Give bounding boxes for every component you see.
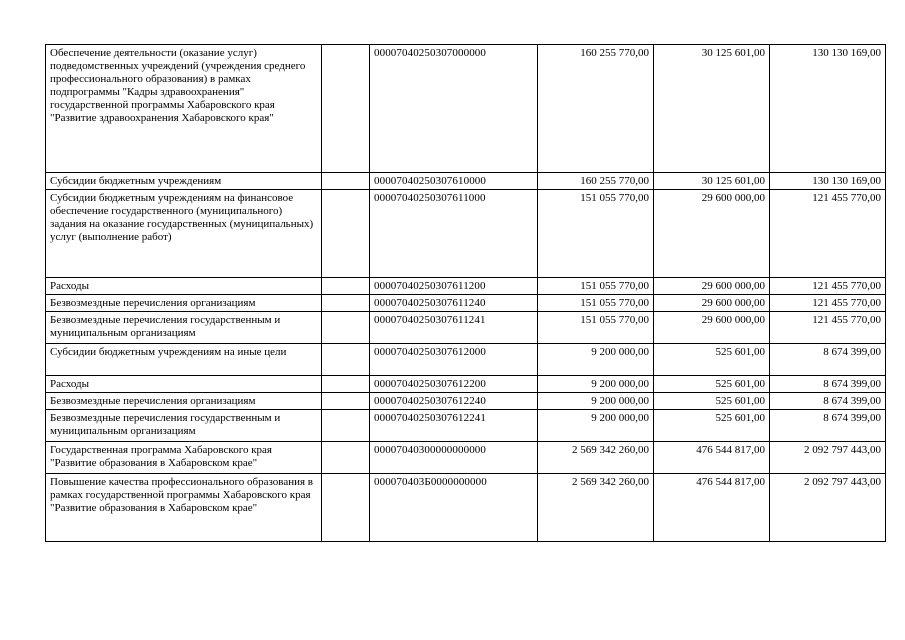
empty-cell	[322, 173, 370, 190]
row-name: Безвозмездные перечисления государственным и муниципальным организациям	[46, 312, 322, 344]
row-name: Обеспечение деятельности (оказание услуг) подведомственных учреждений (учреждения среднего профессионального образования) в рамках подпрограммы "Кадры здравоохранения" государственной программы Хабаровского края "Развитие здравоохранения Хабаровского края"	[46, 45, 322, 173]
row-code: 00007040250307612241	[370, 410, 538, 442]
row-executed: 525 601,00	[654, 376, 770, 393]
row-code: 000070403Б0000000000	[370, 474, 538, 542]
row-name: Повышение качества профессионального образования в рамках государственной программы Хабаровского края "Развитие образования в Хабаровском крае"	[46, 474, 322, 542]
row-approved: 9 200 000,00	[538, 410, 654, 442]
table-row	[46, 344, 886, 376]
row-executed: 29 600 000,00	[654, 190, 770, 278]
row-code: 00007040250307611241	[370, 312, 538, 344]
row-remaining: 8 674 399,00	[770, 410, 886, 442]
row-executed: 29 600 000,00	[654, 295, 770, 312]
empty-cell	[322, 190, 370, 278]
row-approved: 9 200 000,00	[538, 393, 654, 410]
empty-cell	[322, 344, 370, 376]
row-remaining: 121 455 770,00	[770, 190, 886, 278]
row-name: Субсидии бюджетным учреждениям	[46, 173, 322, 190]
row-remaining: 2 092 797 443,00	[770, 474, 886, 542]
empty-cell	[322, 45, 370, 173]
row-name: Расходы	[46, 278, 322, 295]
row-approved: 9 200 000,00	[538, 376, 654, 393]
row-name: Безвозмездные перечисления организациям	[46, 295, 322, 312]
empty-cell	[322, 474, 370, 542]
row-executed: 30 125 601,00	[654, 173, 770, 190]
row-approved: 160 255 770,00	[538, 45, 654, 173]
row-approved: 2 569 342 260,00	[538, 442, 654, 474]
row-approved: 151 055 770,00	[538, 312, 654, 344]
empty-cell	[322, 312, 370, 344]
row-remaining: 121 455 770,00	[770, 278, 886, 295]
row-name: Безвозмездные перечисления государственным и муниципальным организациям	[46, 410, 322, 442]
row-name: Расходы	[46, 376, 322, 393]
row-name: Субсидии бюджетным учреждениям на иные цели	[46, 344, 322, 376]
table-row	[46, 312, 886, 344]
table-row	[46, 173, 886, 190]
row-remaining: 121 455 770,00	[770, 295, 886, 312]
row-remaining: 8 674 399,00	[770, 393, 886, 410]
row-code: 00007040250307611200	[370, 278, 538, 295]
row-code: 00007040300000000000	[370, 442, 538, 474]
row-name: Субсидии бюджетным учреждениям на финансовое обеспечение государственного (муниципального) задания на оказание государственных (муниципальных) услуг (выполнение работ)	[46, 190, 322, 278]
row-code: 00007040250307611240	[370, 295, 538, 312]
row-approved: 9 200 000,00	[538, 344, 654, 376]
table-row	[46, 393, 886, 410]
row-remaining: 121 455 770,00	[770, 312, 886, 344]
table-row	[46, 442, 886, 474]
row-executed: 29 600 000,00	[654, 278, 770, 295]
table-row	[46, 45, 886, 173]
row-approved: 2 569 342 260,00	[538, 474, 654, 542]
row-remaining: 8 674 399,00	[770, 344, 886, 376]
table-row	[46, 410, 886, 442]
row-code: 00007040250307612200	[370, 376, 538, 393]
empty-cell	[322, 376, 370, 393]
row-remaining: 130 130 169,00	[770, 45, 886, 173]
empty-cell	[322, 410, 370, 442]
empty-cell	[322, 278, 370, 295]
table-row	[46, 376, 886, 393]
row-approved: 151 055 770,00	[538, 278, 654, 295]
empty-cell	[322, 295, 370, 312]
row-name: Государственная программа Хабаровского края "Развитие образования в Хабаровском крае"	[46, 442, 322, 474]
row-executed: 476 544 817,00	[654, 474, 770, 542]
row-executed: 476 544 817,00	[654, 442, 770, 474]
table-body	[46, 45, 886, 542]
table-row	[46, 474, 886, 542]
budget-execution-table	[45, 44, 886, 542]
row-executed: 30 125 601,00	[654, 45, 770, 173]
table-row	[46, 190, 886, 278]
table-row	[46, 295, 886, 312]
row-approved: 151 055 770,00	[538, 295, 654, 312]
row-code: 00007040250307612240	[370, 393, 538, 410]
row-executed: 525 601,00	[654, 393, 770, 410]
row-executed: 29 600 000,00	[654, 312, 770, 344]
row-code: 00007040250307000000	[370, 45, 538, 173]
row-code: 00007040250307611000	[370, 190, 538, 278]
row-code: 00007040250307612000	[370, 344, 538, 376]
row-remaining: 2 092 797 443,00	[770, 442, 886, 474]
empty-cell	[322, 393, 370, 410]
table-row	[46, 278, 886, 295]
row-approved: 151 055 770,00	[538, 190, 654, 278]
row-remaining: 8 674 399,00	[770, 376, 886, 393]
empty-cell	[322, 442, 370, 474]
row-executed: 525 601,00	[654, 344, 770, 376]
row-code: 00007040250307610000	[370, 173, 538, 190]
row-executed: 525 601,00	[654, 410, 770, 442]
row-name: Безвозмездные перечисления организациям	[46, 393, 322, 410]
row-remaining: 130 130 169,00	[770, 173, 886, 190]
row-approved: 160 255 770,00	[538, 173, 654, 190]
